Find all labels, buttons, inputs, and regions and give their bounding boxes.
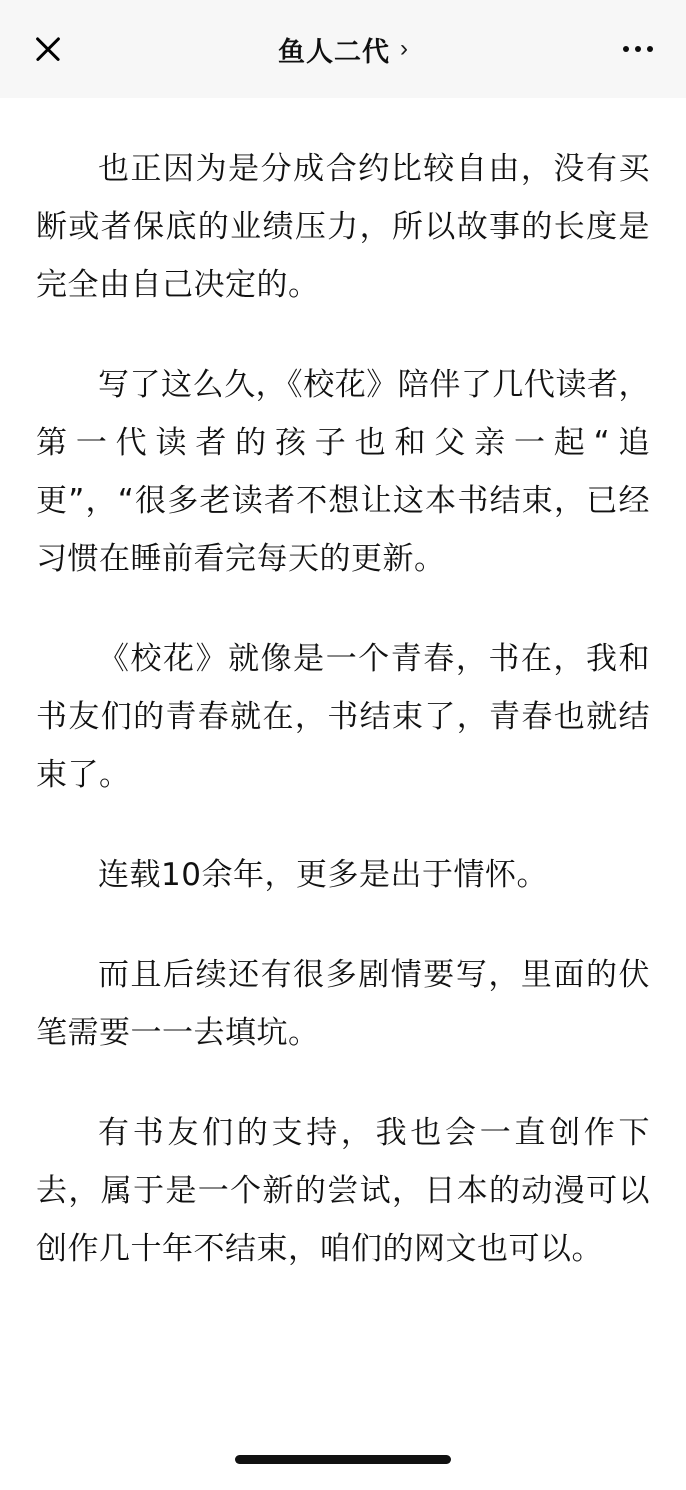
- close-icon[interactable]: [26, 27, 70, 71]
- more-dot: [635, 46, 641, 52]
- more-dot: [623, 46, 629, 52]
- article-body: [0, 98, 686, 1428]
- home-indicator[interactable]: [235, 1455, 451, 1464]
- article-paragraph: 《校花》就像是一个青春，书在，我和书友们的青春就在，书结束了，青春也就结束了。: [36, 641, 650, 793]
- page-title[interactable]: 鱼人二代: [278, 36, 390, 67]
- article-paragraph: 连载10余年，更多是出于情怀。: [98, 857, 548, 893]
- article-paragraph: 而且后续还有很多剧情要写，里面的伏笔需要一一去填坑。: [36, 957, 650, 1051]
- article-paragraph: 写了这么久，《校花》陪伴了几代读者，第一代读者的孩子也和父亲一起“追更”，“很多老读者不想让这本书结束，已经习惯在睡前看完每天的更新。: [36, 367, 650, 577]
- top-navigation-bar: [0, 0, 686, 98]
- nav-title-container: [0, 0, 686, 98]
- chevron-right-icon[interactable]: ›: [400, 35, 408, 62]
- article-paragraph: 有书友们的支持，我也会一直创作下去，属于是一个新的尝试，日本的动漫可以创作几十年不结束，咱们的网文也可以。: [36, 1115, 650, 1267]
- more-options-icon[interactable]: [616, 27, 660, 71]
- more-dot: [647, 46, 653, 52]
- article-paragraph: 也正因为是分成合约比较自由，没有买断或者保底的业绩压力，所以故事的长度是完全由自己决定的。: [36, 151, 650, 303]
- home-indicator-area: [0, 1428, 686, 1490]
